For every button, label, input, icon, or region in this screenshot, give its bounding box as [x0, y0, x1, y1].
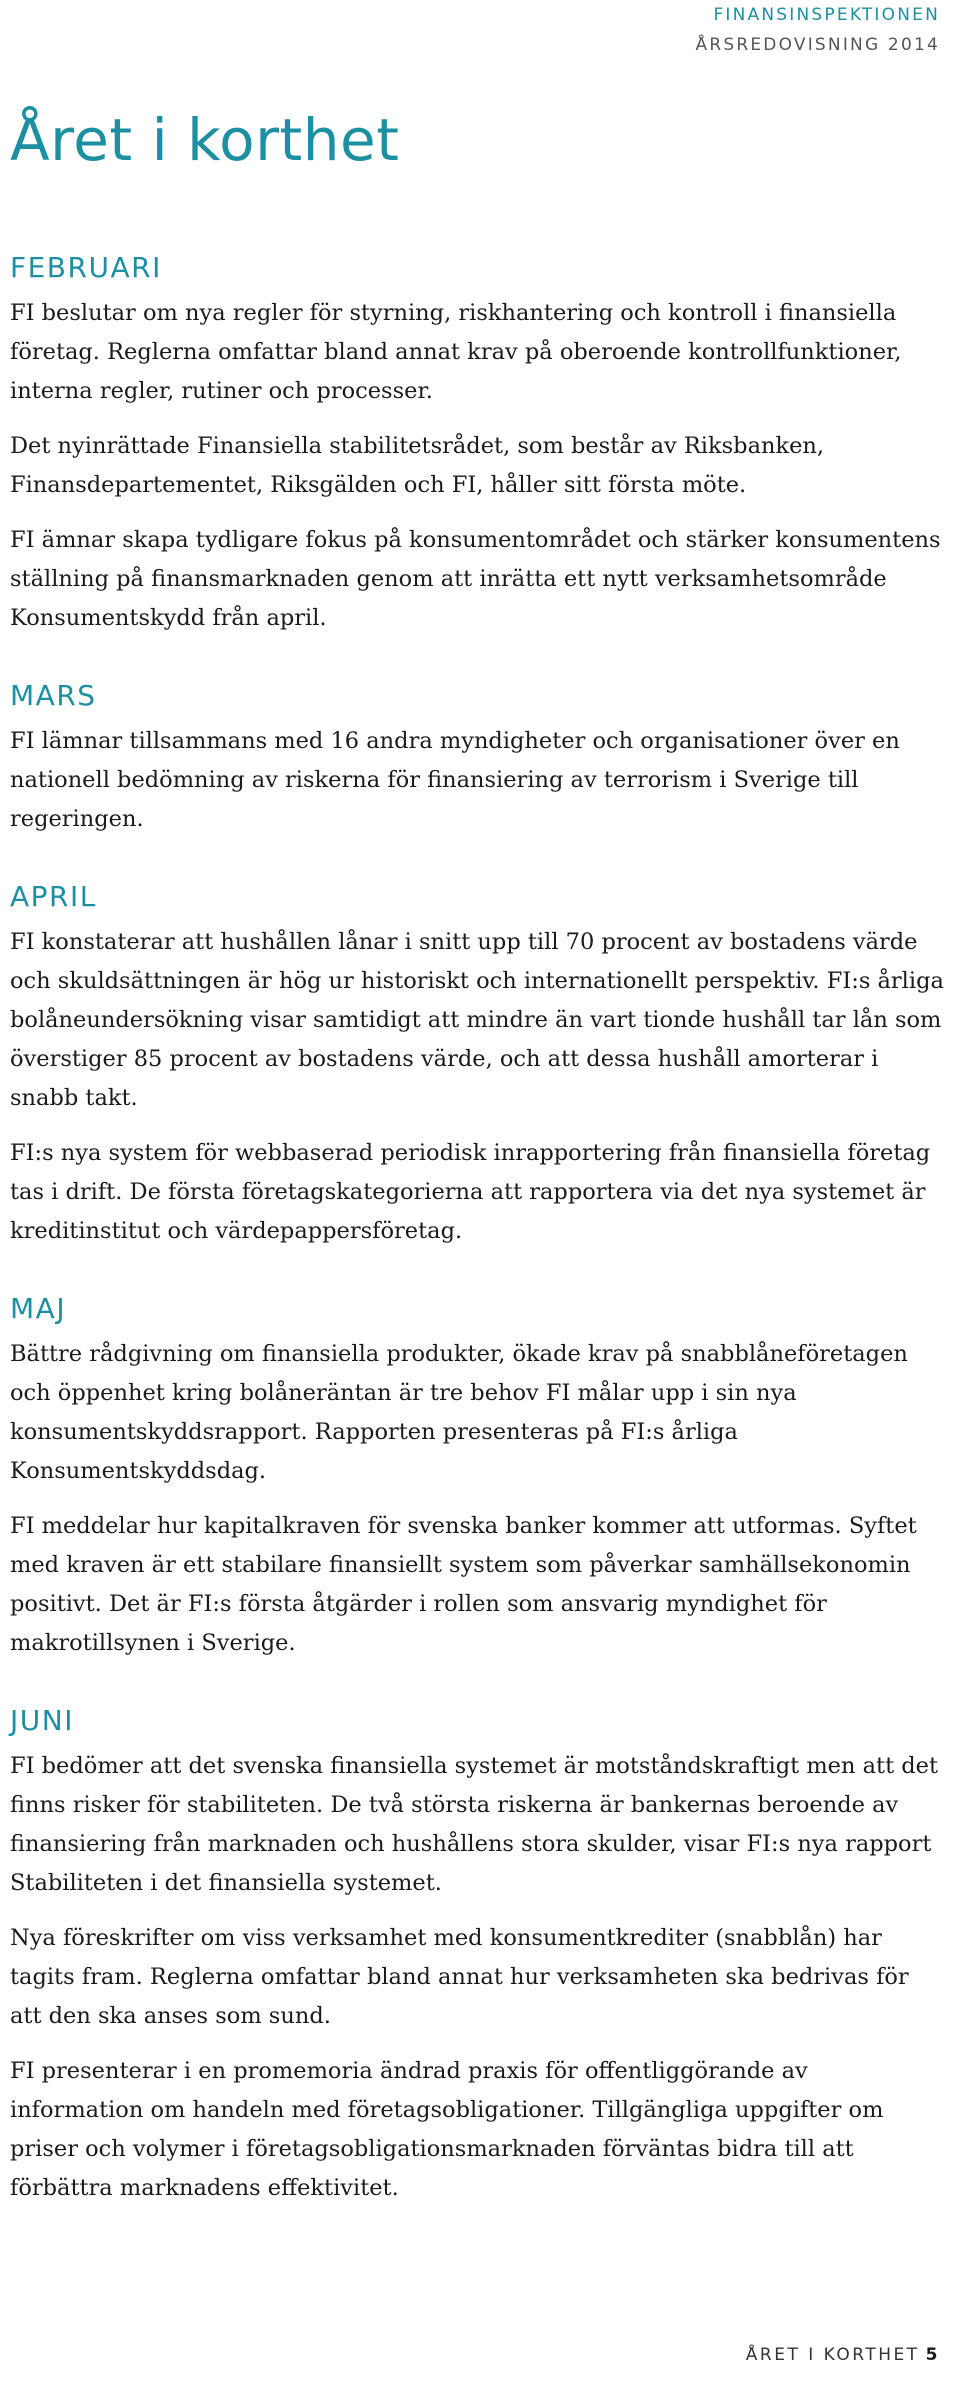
- section-februari: [10, 248, 945, 638]
- paragraph: Det nyinrättade Finansiella stabilitetsrådet, som består av Riksbanken, Finansdepartementet, Riksgälden och FI, håller sitt första möte.: [10, 433, 825, 498]
- paragraph: Bättre rådgivning om finansiella produkter, ökade krav på snabblåneföretagen och öppenhet kring bolåneräntan är tre behov FI målar upp i sin nya konsumentskyddsrapport. Rapporten presenteras på FI:s årliga Konsumentskyddsdag.: [10, 1341, 908, 1484]
- header-organization: FINANSINSPEKTIONEN: [713, 5, 940, 25]
- section-april: [10, 877, 945, 1251]
- header-report-title: ÅRSREDOVISNING 2014: [695, 35, 940, 55]
- section-heading: FEBRUARI: [10, 251, 162, 284]
- running-header: [696, 0, 940, 60]
- page-title: Året i korthet: [10, 106, 400, 174]
- paragraph: FI presenterar i en promemoria ändrad praxis för offentliggörande av information om handeln med företagsobligationer. Tillgängliga uppgifter om priser och volymer i företagsobligationsmarknaden förväntas bidra till att förbättra marknadens effektivitet.: [10, 2058, 884, 2201]
- section-juni: [10, 1701, 945, 2208]
- paragraph: FI lämnar tillsammans med 16 andra myndigheter och organisationer över en nationell bedömning av riskerna för finansiering av terrorism i Sverige till regeringen.: [10, 728, 900, 832]
- main-content: [10, 248, 945, 2246]
- section-heading: MAJ: [10, 1292, 67, 1325]
- paragraph: FI bedömer att det svenska finansiella systemet är motståndskraftigt men att det finns risker för stabiliteten. De två största riskerna är bankernas beroende av finansiering från marknaden och hushållens stora skulder, visar FI:s nya rapport Stabiliteten i det finansiella systemet.: [10, 1753, 939, 1896]
- paragraph: Nya föreskrifter om viss verksamhet med konsumentkrediter (snabblån) har tagits fram. Reglerna omfattar bland annat hur verksamheten ska bedrivas för att den ska anses som sund.: [10, 1925, 909, 2029]
- paragraph: FI beslutar om nya regler för styrning, riskhantering och kontroll i finansiella företag. Reglerna omfattar bland annat krav på oberoende kontrollfunktioner, interna regler, rutiner och processer.: [10, 300, 902, 404]
- section-heading: JUNI: [10, 1704, 74, 1737]
- section-heading: MARS: [10, 679, 97, 712]
- paragraph: FI:s nya system för webbaserad periodisk inrapportering från finansiella företag tas i drift. De första företagskategorierna att rapportera via det nya systemet är kreditinstitut och värdepappersföretag.: [10, 1140, 931, 1244]
- paragraph: FI meddelar hur kapitalkraven för svenska banker kommer att utformas. Syftet med kraven är ett stabilare finansiellt system som påverkar samhällsekonomin positivt. Det är FI:s första åtgärder i rollen som ansvarig myndighet för makrotillsynen i Sverige.: [10, 1513, 917, 1656]
- footer-section-label: ÅRET I KORTHET: [745, 2345, 920, 2365]
- paragraph: FI ämnar skapa tydligare fokus på konsumentområdet och stärker konsumentens ställning på finansmarknaden genom att inrätta ett nytt verksamhetsområde Konsumentskydd från april.: [10, 527, 941, 631]
- section-heading: APRIL: [10, 880, 97, 913]
- page-number: 5: [925, 2345, 940, 2365]
- paragraph: FI konstaterar att hushållen lånar i snitt upp till 70 procent av bostadens värde och skuldsättningen är hög ur historiskt och internationellt perspektiv. FI:s årliga bolåneundersökning visar samtidigt att mindre än vart tionde hushåll tar lån som överstiger 85 procent av bostadens värde, och att dessa hushåll amorterar i snabb takt.: [10, 929, 944, 1111]
- section-maj: [10, 1289, 945, 1663]
- section-mars: [10, 676, 945, 839]
- running-footer: [746, 2345, 940, 2365]
